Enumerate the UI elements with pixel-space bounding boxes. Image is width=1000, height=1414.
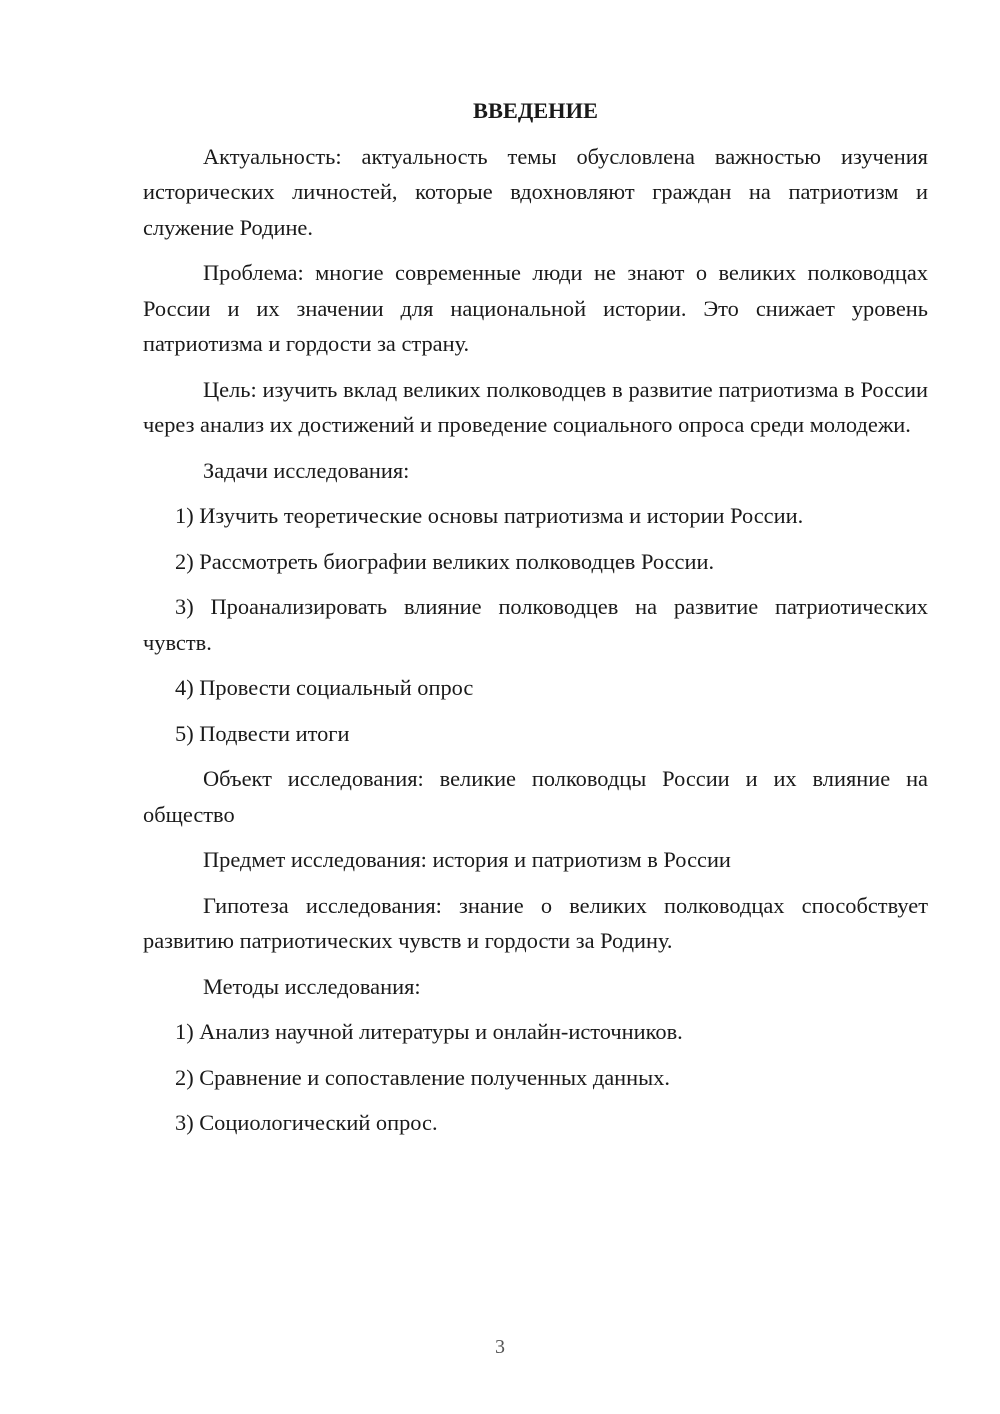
page-number: 3 (495, 1336, 505, 1358)
paragraph-subject: Предмет исследования: история и патриотизм в России (203, 847, 731, 872)
method-item-2: 2) Сравнение и сопоставление полученных данных. (175, 1064, 670, 1090)
paragraph-methods-heading: Методы исследования: (203, 973, 421, 999)
paragraph-hypothesis: Гипотеза исследования: знание о великих полководцах способствует развитию патриотических чувств и гордости за Родину. (143, 892, 928, 953)
task-item-4: 4) Провести социальный опрос (175, 675, 474, 700)
section-title: ВВЕДЕНИЕ (473, 98, 598, 123)
method-item-3: 3) Социологический опрос. (175, 1110, 438, 1135)
paragraph-relevance: Актуальность: актуальность темы обусловлена важностью изучения исторических личностей, которые вдохновляют граждан на патриотизм и служение Родине. (143, 143, 928, 240)
paragraph-object: Объект исследования: великие полководцы России и их влияние на общество (143, 766, 928, 827)
page-content (143, 93, 928, 1151)
paragraph-tasks-heading: Задачи исследования: (203, 457, 410, 483)
paragraph-problem: Проблема: многие современные люди не знают о великих полководцах России и их значении для национальной истории. Это снижает уровень патриотизма и гордости за страну. (143, 260, 928, 356)
paragraph-goal: Цель: изучить вклад великих полководцев в развитие патриотизма в России через анализ их достижений и проведение социального опроса среди молодежи. (143, 376, 928, 437)
method-item-1: 1) Анализ научной литературы и онлайн-источников. (175, 1019, 683, 1044)
task-item-2: 2) Рассмотреть биографии великих полководцев России. (175, 548, 715, 574)
task-item-1: 1) Изучить теоретические основы патриотизма и истории России. (175, 503, 804, 528)
task-item-5: 5) Подвести итоги (175, 720, 350, 746)
task-item-3: 3) Проанализировать влияние полководцев на развитие патриотических чувств. (143, 594, 928, 655)
